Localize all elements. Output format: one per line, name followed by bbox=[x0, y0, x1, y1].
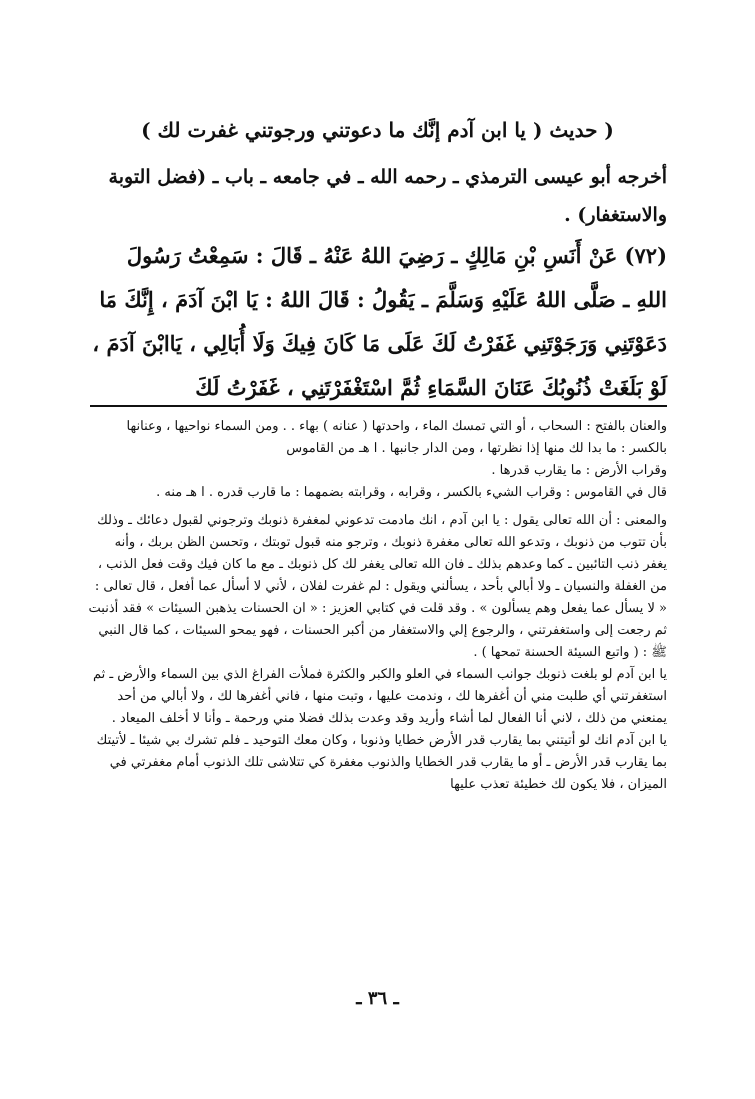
note-paragraph: يا ابن آدم لو بلغت ذنوبك جوانب السماء في العلو والكبر والكثرة فملأت الفراغ الذي بين السماء والأرض ـ ثم استغفرتني أي طلبت مني أن أغفرها لك ، وندمت عليها ، وتبت منها ، فاني أغفرها لك ، ولا أبالي من أحد يمنعني من ذلك ، لاني أنا الفعال لما أشاء وأريد وقد وعدت بذلك فضلا مني ورحمة ـ وأنا لا أخلف الميعاد . bbox=[92, 667, 667, 726]
note-paragraph: والعنان بالفتح : السحاب ، أو التي تمسك الماء ، واحدتها ( عنانه ) بهاء . . ومن السماء نواحيها ، وعنانها بالكسر : ما بدا لك منها إذا نظرتها ، ومن الدار جانبها . ا هـ من القاموس bbox=[126, 419, 667, 456]
note-paragraph: وقراب الأرض : ما يقارب قدرها . bbox=[491, 463, 667, 478]
commentary bbox=[88, 416, 667, 796]
note-paragraph: يا ابن آدم انك لو أتيتني بما يقارب قدر الأرض خطايا وذنوبا ، وكان معك التوحيد ـ فلم تشرك بي شيئا ـ لأتيتك بما يقارب قدر الأرض ـ أو ما يقارب قدر الخطايا والذنوب مغفرة كي تتلاشى تلك الذنوب أمام مغفرتي في الميزان ، فلا يكون لك خطيئة تعذب عليها bbox=[96, 733, 667, 792]
source-line: أخرجه أبو عيسى الترمذي ـ رحمه الله ـ في جامعه ـ باب ـ (فضل التوبة والاستغفار) . bbox=[108, 166, 667, 226]
section-heading: ( حديث ( يا ابن آدم إنَّك ما دعوتني ورجوتني غفرت لك ) bbox=[141, 118, 614, 142]
note-paragraph: قال في القاموس : وقراب الشيء بالكسر ، وقرابه ، وقرابته بضمهما : ما قارب قدره . ا هـ منه . bbox=[156, 485, 667, 500]
hadith-text: (٧٢) عَنْ أَنَسِ بْنِ مَالِكٍ ـ رَضِيَ اللهُ عَنْهُ ـ قَالَ : سَمِعْتُ رَسُولَ اللهِ ـ صَلَّى اللهُ عَلَيْهِ وَسَلَّمَ ـ يَقُولُ : قَالَ اللهُ : يَا ابْنَ آدَمَ ، إِنَّكَ مَا دَعَوْتَنِي وَرَجَوْتَنِي غَفَرْتُ لَكَ عَلَى مَا كَانَ فِيكَ وَلَا أُبَالِي ، يَاابْنَ آدَمَ ، لَوْ بَلَغَتْ ذُنُوبُكَ عَنَانَ السَّمَاءِ ثُمَّ اسْتَغْفَرْتَنِي ، غَفَرْتُ لَكَ bbox=[92, 243, 667, 400]
note-paragraph: والمعنى : أن الله تعالى يقول : يا ابن آدم ، انك مادمت تدعوني لمغفرة ذنوبك وترجوني لقبول دعائك ـ وذلك بأن تتوب من ذنوبك ، وتدعو الله تعالى مغفرة ذنوبك ، وترجو منه قبول توبتك ، وتحسن الظن بربك ، وأنه يغفر ذنب التائبين ـ كما وعدهم بذلك ـ فان الله تعالى يغفر لك كل ذنوبك ـ مع ما كان فيك وقت فعل الذنب ، من الغفلة والنسيان ـ ولا أبالي بأحد ، يسألني ويقول : لم غفرت لفلان ، لأني لا أسأل عما أفعل ، قال تعالى : « لا يسأل عما يفعل وهم يسألون » . وقد قلت في كتابي العزيز : « ان الحسنات يذهبن السيئات » فقد أذنبت ثم رجعت إلى واستغفرتني ، والرجوع إلي والاستغفار من أكبر الحسنات ، فهو يمحو السيئات ، كما قال النبي ﷺ : ( واتبع السيئة الحسنة تمحها ) . bbox=[88, 513, 667, 660]
footnote-divider bbox=[90, 405, 667, 407]
page-number: ـ ٣٦ ـ bbox=[356, 988, 399, 1009]
